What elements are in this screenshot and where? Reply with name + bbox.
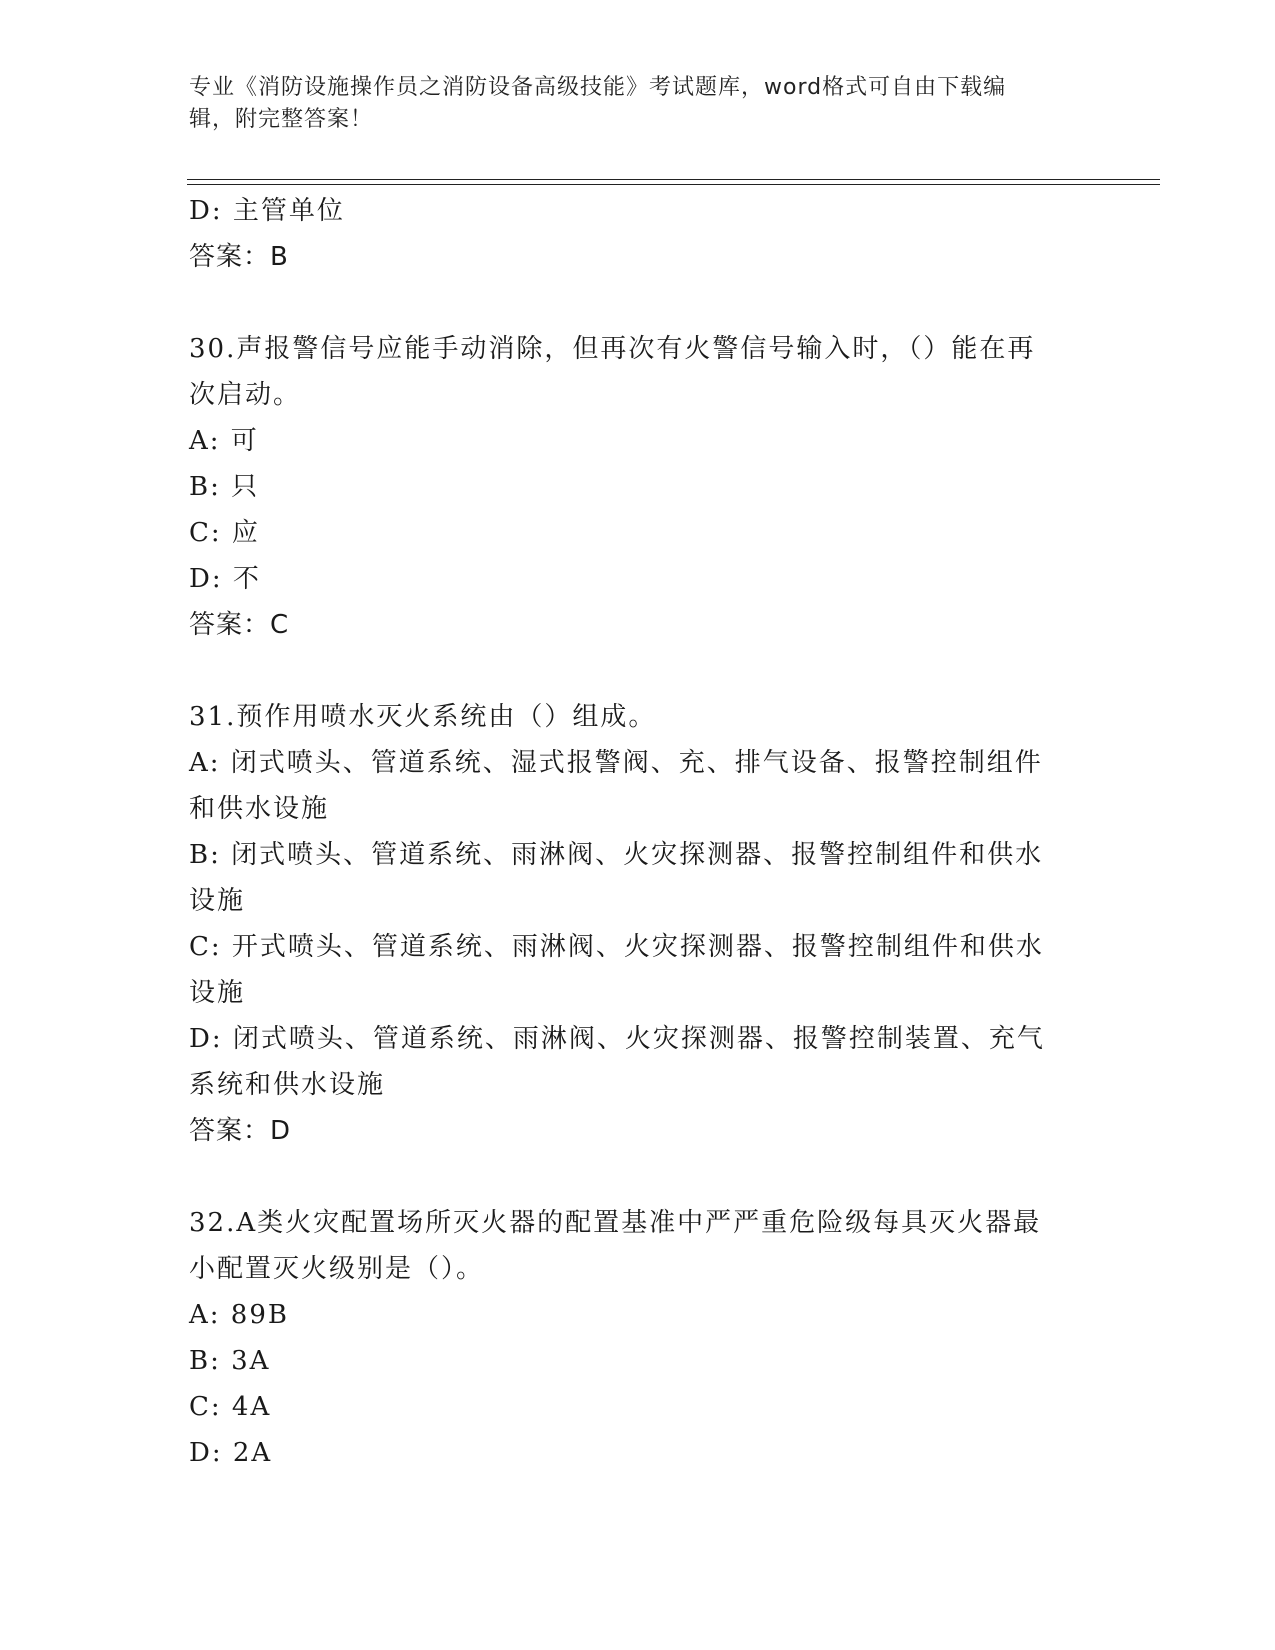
option-a: A: 89B [189,1300,289,1330]
option-b-cont: 设施 [189,886,246,916]
question-stem: 32.A类火灾配置场所灭火器的配置基准中严严重危险级每具灭火器最 [189,1208,1042,1238]
header-line-1: 专业《消防设施操作员之消防设备高级技能》考试题库，word格式可自由下载编 [189,75,1007,100]
option-d: D: 2A [189,1438,273,1468]
question-stem-cont: 小配置灭火级别是（）。 [189,1254,485,1284]
option-c: C: 应 [189,518,260,548]
option-a: A: 可 [189,426,259,456]
answer-line: 答案：B [189,242,289,272]
spacer [189,1154,1089,1200]
option-d: D: 不 [189,564,261,594]
option-d: D: 闭式喷头、管道系统、雨淋阀、火灾探测器、报警控制装置、充气 [189,1024,1045,1054]
option-d: D: 主管单位 [189,196,345,226]
option-b: B: 只 [189,472,260,502]
question-stem: 30.声报警信号应能手动消除，但再次有火警信号输入时，（）能在再 [189,334,1036,364]
answer-line: 答案：D [189,1116,292,1146]
option-c: C: 开式喷头、管道系统、雨淋阀、火灾探测器、报警控制组件和供水 [189,932,1044,962]
option-d-cont: 系统和供水设施 [189,1070,386,1100]
question-30 [189,326,1089,648]
spacer [189,280,1089,326]
option-b: B: 3A [189,1346,271,1376]
option-a-cont: 和供水设施 [189,794,330,824]
spacer [189,648,1089,694]
header-divider-top [187,179,1160,180]
answer-line: 答案：C [189,610,290,640]
question-32 [189,1200,1089,1476]
header-divider-bottom [187,184,1160,185]
question-content [189,188,1089,1476]
option-a: A: 闭式喷头、管道系统、湿式报警阀、充、排气设备、报警控制组件 [189,748,1043,778]
option-c: C: 4A [189,1392,272,1422]
option-b: B: 闭式喷头、管道系统、雨淋阀、火灾探测器、报警控制组件和供水 [189,840,1044,870]
question-31 [189,694,1089,1154]
page-header [189,72,1089,136]
header-line-2: 辑，附完整答案！ [189,107,374,132]
option-c-cont: 设施 [189,978,246,1008]
question-stem-cont: 次启动。 [189,380,302,410]
question-stem: 31.预作用喷水灭火系统由（）组成。 [189,702,657,732]
